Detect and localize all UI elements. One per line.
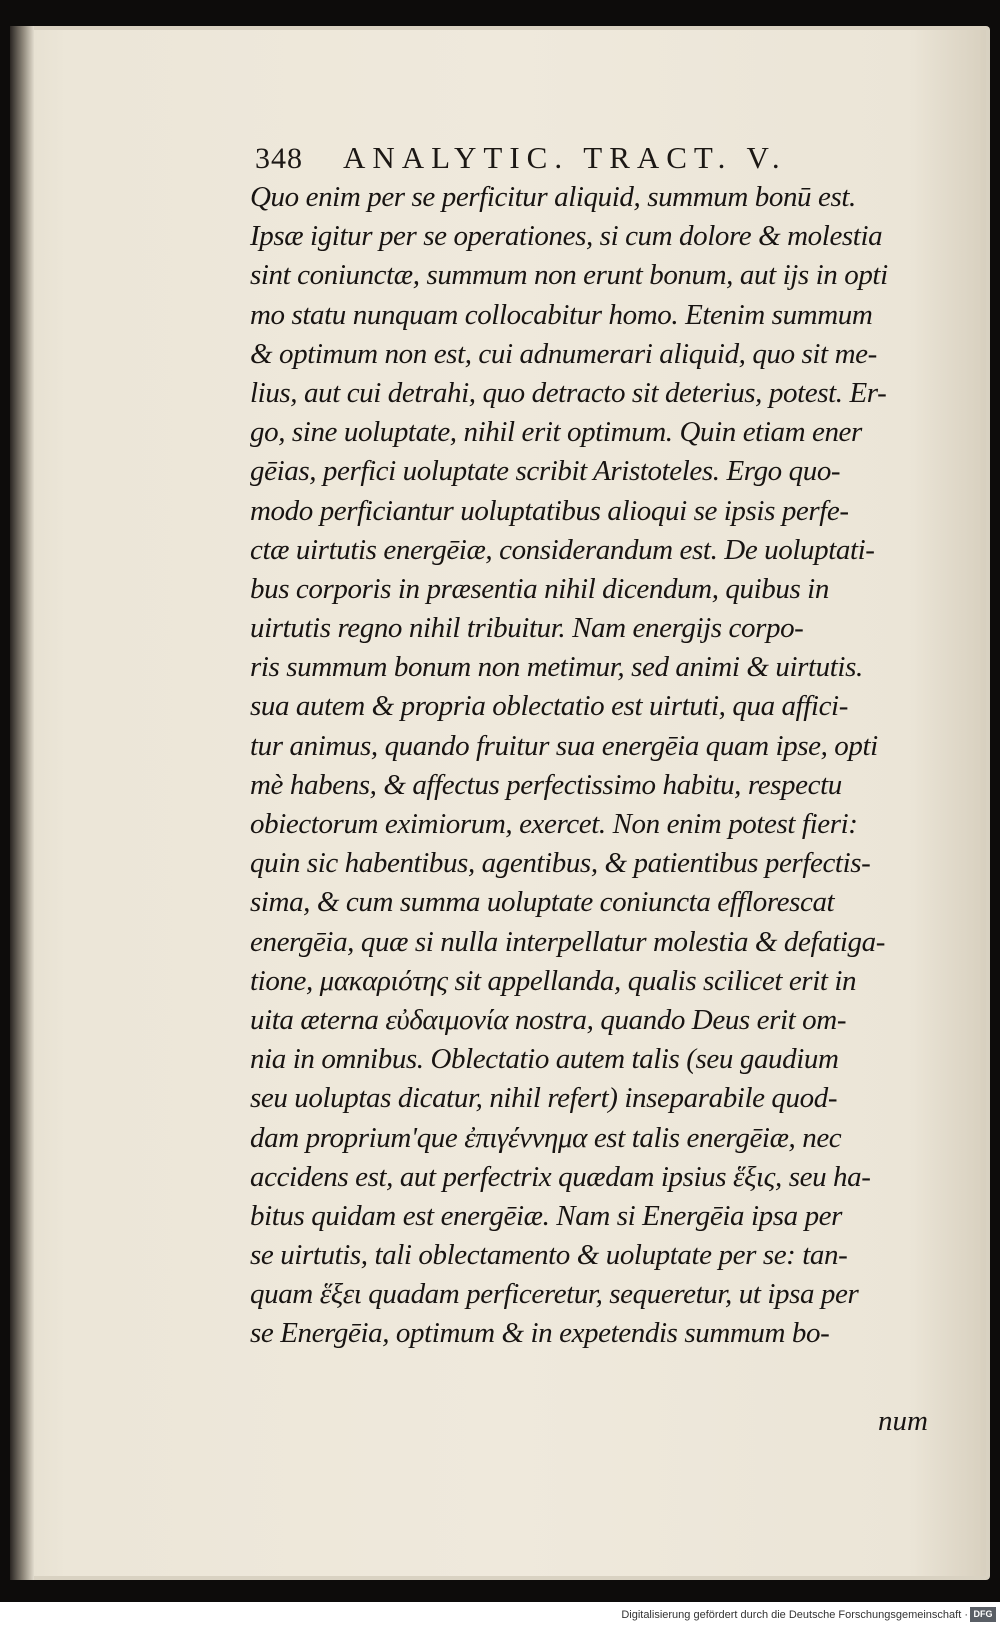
running-title: ANALYTIC. TRACT. V. (343, 140, 787, 175)
text-line: tione, μακαριότης sit appellanda, qualis scilicet erit in (250, 964, 857, 997)
text-line: seu uoluptas dicatur, nihil refert) inseparabile quod- (250, 1082, 838, 1115)
text-line: uirtutis regno nihil tribuitur. Nam energijs corpo- (250, 612, 804, 645)
text-line: gēias, perfici uoluptate scribit Aristoteles. Ergo quo- (250, 455, 841, 488)
text-line: lius, aut cui detrahi, quo detracto sit deterius, potest. Er- (250, 376, 887, 409)
dfg-logo: DFG (970, 1607, 996, 1622)
text-line: sint coniunctæ, summum non erunt bonum, aut ijs in opti (250, 259, 888, 292)
body-text (250, 178, 940, 1354)
text-line: Ipsæ igitur per se operationes, si cum dolore & molestia (250, 220, 883, 253)
text-line: bitus quidam est energēiæ. Nam si Energēia ipsa per (250, 1199, 843, 1232)
text-line: nia in omnibus. Oblectatio autem talis (seu gaudium (250, 1043, 839, 1076)
text-line: mè habens, & affectus perfectissimo habitu, respectu (250, 768, 842, 801)
text-line: go, sine uoluptate, nihil erit optimum. Quin etiam ener (250, 416, 862, 449)
text-line: dam proprium'que ἐπιγέννημα est talis energēiæ, nec (250, 1121, 842, 1154)
text-line: se uirtutis, tali oblectamento & uoluptate per se: tan- (250, 1239, 848, 1272)
text-line: accidens est, aut perfectrix quædam ipsius ἕξις, seu ha- (250, 1160, 871, 1193)
text-line: Quo enim per se perficitur aliquid, summum bonū est. (250, 181, 856, 213)
text-line: tur animus, quando fruitur sua energēia quam ipse, opti (250, 729, 878, 762)
gutter-shadow (10, 26, 34, 1580)
text-line: sua autem & propria oblectatio est uirtuti, qua affici- (250, 690, 848, 723)
text-line: modo perficiantur uoluptatibus alioqui se ipsis perfe- (250, 494, 849, 527)
text-line: quin sic habentibus, agentibus, & patientibus perfectis- (250, 847, 871, 880)
text-line: ctæ uirtutis energēiæ, considerandum est. De uoluptati- (250, 533, 875, 566)
page-number: 348 (255, 142, 303, 175)
text-line: bus corporis in præsentia nihil dicendum, quibus in (250, 572, 829, 605)
text-line: uita æterna εὐδαιμονία nostra, quando Deus erit om- (250, 1003, 847, 1036)
text-line: energēia, quæ si nulla interpellatur molestia & defatiga- (250, 925, 886, 958)
text-line: ris summum bonum non metimur, sed animi & uirtutis. (250, 651, 863, 684)
text-line: sima, & cum summa uoluptate coniuncta efflorescat (250, 886, 835, 919)
text-line: & optimum non est, cui adnumerari aliquid, quo sit me- (250, 337, 877, 370)
text-line: obiectorum eximiorum, exercet. Non enim potest fieri: (250, 808, 858, 840)
text-line: mo statu nunquam collocabitur homo. Etenim summum (250, 298, 873, 331)
text-line: se Energēia, optimum & in expetendis summum bo- (250, 1317, 830, 1350)
footer-credit: Digitalisierung gefördert durch die Deutsche Forschungsgemeinschaft · (621, 1609, 968, 1621)
text-line: quam ἕξει quadam perficeretur, sequeretur, ut ipsa per (250, 1278, 859, 1311)
catchword: num (878, 1405, 928, 1437)
